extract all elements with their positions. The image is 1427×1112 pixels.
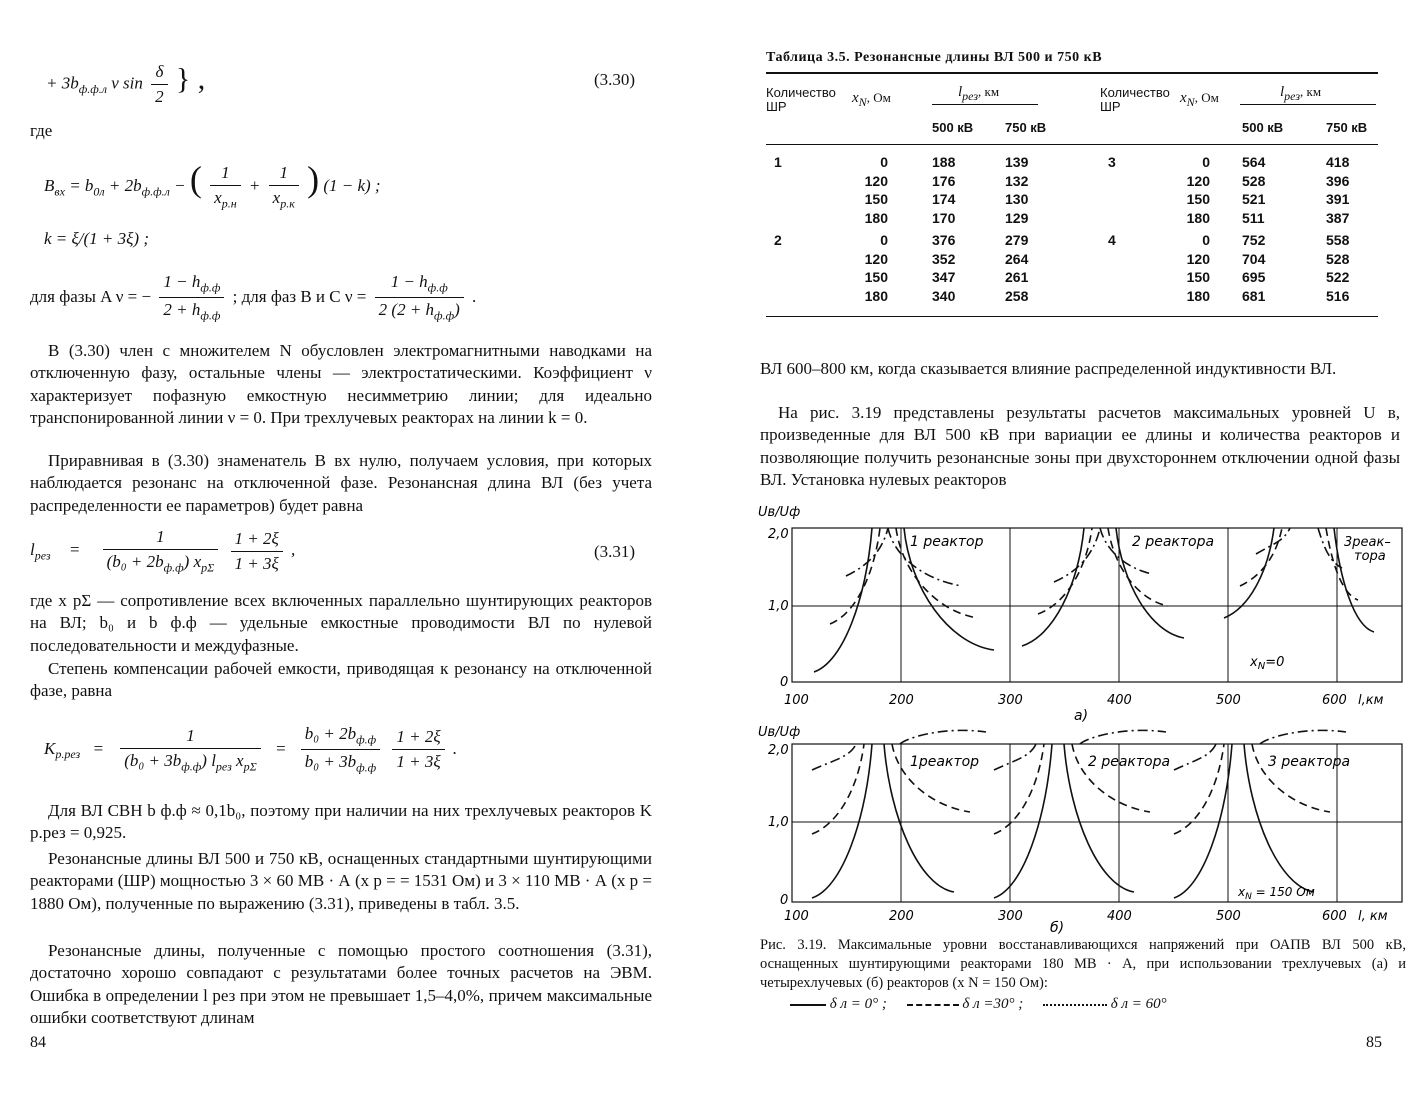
graph-a-ylabel: Uв/Uф xyxy=(758,505,801,520)
equation-bvx: $B_{вх} = b_{0л} + 2b_{ф.ф.л}$ − ( $\frac{1}{x_{р.н}}$ + $\frac{1}{x_{р.к}}$ ) (1 − k) ; xyxy=(44,159,381,211)
xtick: 500 xyxy=(1216,693,1241,708)
table-cell-v750: 522 xyxy=(1326,269,1350,285)
table-cell-v750: 391 xyxy=(1326,191,1350,207)
curve xyxy=(900,730,986,744)
equation-number: (3.31) xyxy=(594,542,636,561)
table-cell-v500: 176 xyxy=(932,172,956,189)
equation-krez: $K_{р.рез}$ = $\frac{1}{(b_0 + 3b_{ф.ф}) l_{рез} x_{p\Sigma}}$ = $\frac{b_0 + 2b_{ф.ф}}{b_0 + 3b_{ф.ф}}$ $\frac{1 + 2\xi}{1 + 3\xi}$ . xyxy=(44,724,458,775)
table-header-750: 750 кВ xyxy=(1326,120,1368,135)
table-header-lrez: $l_{рез}$, км xyxy=(1280,84,1322,103)
table-cell-v750: 129 xyxy=(1005,209,1029,226)
legend-item: δ л = 60° xyxy=(1110,996,1167,1012)
curve xyxy=(1174,744,1224,834)
table-cell-xn: 150 xyxy=(1186,191,1210,207)
table-cell-xn: 120 xyxy=(864,250,888,267)
table-title: Таблица 3.5. Резонансные длины ВЛ 500 и 750 кВ xyxy=(766,50,1103,65)
left-page xyxy=(0,0,713,1112)
table-cell-xn: 120 xyxy=(1186,172,1210,189)
paragraph: Для ВЛ СВН b ф.ф ≈ 0,1b₀, поэтому при наличии на них трехлучевых реакторов K р.рез = 0,925. xyxy=(30,801,652,843)
table-cell-v500: 511 xyxy=(1242,209,1265,226)
xtick: 400 xyxy=(1107,909,1132,924)
curve xyxy=(1022,528,1084,646)
curve-label: 2 реактора xyxy=(1132,534,1215,550)
curve-label: 1 реактор xyxy=(910,534,984,550)
table-header-500: 500 кВ xyxy=(1242,120,1284,135)
legend xyxy=(790,996,1167,1013)
equation-nu: для фазы A ν = − $\frac{1 - h_{ф.ф}}{2 + h_{ф.ф}}$ ; для фаз B и C ν = $\frac{1 - h_{ф.ф}}{2 (2 + h_{ф.ф})}$ . xyxy=(30,272,477,323)
equation-k: k = ξ/(1 + 3ξ) ; xyxy=(44,229,150,248)
table-cell-v750: 528 xyxy=(1326,250,1350,267)
table-cell-v500: 521 xyxy=(1242,191,1266,207)
table-cell-v500: 170 xyxy=(932,209,956,226)
curve xyxy=(812,744,864,834)
graph-tag: б) xyxy=(1050,920,1065,935)
table-cell-v500: 695 xyxy=(1242,269,1266,285)
table-cell-v750: 396 xyxy=(1326,172,1350,189)
table-cell-xn: 180 xyxy=(864,209,888,226)
graph-b xyxy=(754,720,1414,935)
paragraph: Резонансные длины ВЛ 500 и 750 кВ, оснащенных стандартными шунтирующими реакторами (ШР) мощностью 3 × 60 МВ · А (x р = = 1531 Ом) и 3 × 110 МВ · А (x р = 1880 Ом), полученные по выражению (3.31), приведены в табл. 3.5. xyxy=(30,849,652,913)
curve xyxy=(814,528,872,672)
legend-item: δ л =30° ; xyxy=(962,996,1024,1012)
table-cell-v750: 418 xyxy=(1326,154,1350,170)
paragraph: В (3.30) член с множителем N обусловлен электромагнитными наводками на отключенную фазу, остальные члены — электростатическими. Коэффициент ν характеризует пофазную емкостную несимметрию линии; для идеально транспонированной линии ν = 0. При трехлучевых реакторах на линии k = 0. xyxy=(30,341,652,428)
table-cell-v750: 516 xyxy=(1326,287,1350,304)
table-cell-v500: 188 xyxy=(932,154,956,170)
graph-note: $x_N=0$ xyxy=(1250,655,1285,672)
equation-number: (3.30) xyxy=(594,70,636,89)
table-cell-xn: 120 xyxy=(864,172,888,189)
table-cell-v750: 279 xyxy=(1005,232,1029,248)
curve xyxy=(994,744,1036,770)
table-header-rule xyxy=(766,144,1378,145)
ytick: 0 xyxy=(780,675,789,690)
table-header-750: 750 кВ xyxy=(1005,120,1047,135)
rule xyxy=(1240,104,1376,105)
graph-a-curves xyxy=(814,528,1374,672)
curve xyxy=(1224,528,1274,618)
table-cell-v750: 258 xyxy=(1005,287,1029,304)
equation-3-31: $l_{рез}$ = $\frac{1}{(b_0 + 2b_{ф.ф}) x_{p\Sigma}}$ $\frac{1 + 2\xi}{1 + 3\xi}$ , xyxy=(30,527,296,575)
xtick: 100 xyxy=(784,909,809,924)
table-header-lrez: $l_{рез}$, км xyxy=(958,84,1000,103)
xtick: 100 xyxy=(784,693,809,708)
table-header-xn: $x_N$, Ом xyxy=(852,90,891,109)
equation-3-30-tail: + $3b_{ф.ф.л}$ ν sin $\frac{\delta}{2}$ } , xyxy=(46,62,206,106)
page-number: 85 xyxy=(1366,1034,1382,1051)
table-cell-v750: 264 xyxy=(1005,250,1029,267)
table-cell-v500: 681 xyxy=(1242,287,1266,304)
graph-b-curves xyxy=(812,730,1346,898)
ytick: 1,0 xyxy=(768,599,789,614)
xtick: 600 xyxy=(1322,693,1347,708)
table-cell-v750: 387 xyxy=(1326,209,1350,226)
table-cell-xn: 150 xyxy=(864,191,888,207)
table-cell-xn: 150 xyxy=(864,269,888,285)
xunit: l,км xyxy=(1358,693,1384,708)
table-cell-xn: 0 xyxy=(1202,154,1210,170)
paragraph: где x pΣ — сопротивление всех включенных параллельно шунтирующих реакторов на ВЛ; b₀ и b ф.ф — удельные емкостные проводимости ВЛ по нулевой последовательности и междуфазные. xyxy=(30,591,652,655)
table-cell-xn: 180 xyxy=(1186,287,1210,304)
xtick: 500 xyxy=(1216,909,1241,924)
table-cell-v750: 261 xyxy=(1005,269,1029,285)
graph-a-frame xyxy=(792,528,1402,682)
table-cell-v500: 340 xyxy=(932,287,956,304)
legend-solid-line xyxy=(790,1004,826,1006)
table-cell-v500: 704 xyxy=(1242,250,1266,267)
curve xyxy=(1174,744,1216,770)
graph-tag: а) xyxy=(1074,708,1089,724)
table-cell-count: 4 xyxy=(1108,232,1116,248)
table-bottom-rule xyxy=(766,316,1378,317)
curve xyxy=(1054,528,1100,582)
table-cell-xn: 120 xyxy=(1186,250,1210,267)
xunit: l, км xyxy=(1358,909,1388,924)
xtick: 300 xyxy=(998,909,1023,924)
table-header-count: Количество ШР xyxy=(766,85,836,114)
curve-label: тора xyxy=(1354,549,1386,564)
table-cell-xn: 0 xyxy=(1202,232,1210,248)
table-cell-count: 3 xyxy=(1108,154,1116,170)
figure-caption: Рис. 3.19. Максимальные уровни восстанавливающихся напряжений при ОАПВ ВЛ 500 кВ, оснащенных шунтирующими реакторами 180 МВ · А, при использовании трехлучевых (а) и четырехлучевых (б) реакторов (x N = 150 Ом): xyxy=(760,937,1406,991)
ytick: 2,0 xyxy=(768,527,789,542)
curve xyxy=(830,528,880,624)
table-cell-xn: 0 xyxy=(880,232,888,248)
table-top-rule xyxy=(766,72,1378,74)
xtick: 200 xyxy=(889,693,914,708)
curve xyxy=(994,744,1052,898)
table-cell-v500: 752 xyxy=(1242,232,1266,248)
curve-label: 1реактор xyxy=(910,754,980,770)
table-cell-v750: 558 xyxy=(1326,232,1350,248)
table-header-500: 500 кВ xyxy=(932,120,974,135)
rule xyxy=(932,104,1038,105)
curve-label: 2 реактора xyxy=(1088,754,1171,770)
where-label: где xyxy=(30,121,53,140)
curve xyxy=(994,744,1044,834)
legend-dashdot-line xyxy=(1043,1004,1107,1006)
table-header-xn: $x_N$, Ом xyxy=(1180,90,1219,109)
curve xyxy=(1174,744,1232,898)
curve xyxy=(1080,730,1166,744)
paragraph: Приравнивая в (3.30) знаменатель B вх нулю, получаем условия, при которых наблюдается резонанс на отключенной фазе. Резонансная длина ВЛ (без учета распределенности ее параметров) будет равна xyxy=(30,451,652,515)
table-cell-count: 1 xyxy=(774,154,782,170)
table-cell-v500: 564 xyxy=(1242,154,1266,170)
page-number: 84 xyxy=(30,1034,46,1051)
right-page xyxy=(714,0,1427,1112)
curve-label: 3 реактора xyxy=(1268,754,1351,770)
paragraph: Степень компенсации рабочей емкости, приводящая к резонансу на отключенной фазе, равна xyxy=(30,659,652,701)
curve xyxy=(1260,730,1346,744)
curve-label: 3реак– xyxy=(1344,535,1391,550)
table-header-count: Количество ШР xyxy=(1100,85,1170,114)
table-cell-v500: 352 xyxy=(932,250,956,267)
table-cell-v750: 139 xyxy=(1005,154,1029,170)
table-cell-v750: 130 xyxy=(1005,191,1029,207)
graph-a xyxy=(754,500,1414,725)
paragraph: Резонансные длины, полученные с помощью простого соотношения (3.31), достаточно хорошо совпадают с результатами более точных расчетов на ЭВМ. Ошибка в определении l рез при этом не превышает 1,5–4,0%, причем максимальные ошибки соответствуют длинам xyxy=(30,941,652,1028)
graph-note: $x_N = 150$ Ом xyxy=(1238,885,1315,902)
table-cell-count: 2 xyxy=(774,232,782,248)
ytick: 1,0 xyxy=(768,815,789,830)
table-cell-xn: 180 xyxy=(1186,209,1210,226)
ytick: 0 xyxy=(780,893,789,908)
graph-b-ylabel: Uв/Uф xyxy=(758,725,801,740)
paragraph: На рис. 3.19 представлены результаты расчетов максимальных уровней U в, произведенные для ВЛ 500 кВ при вариации ее длины и количества реакторов и позволяющие получить резонансные зоны при двухстороннем отключении одной фазы ВЛ. Установка нулевых реакторов xyxy=(760,403,1400,490)
xtick: 300 xyxy=(998,693,1023,708)
curve xyxy=(812,744,872,898)
xtick: 600 xyxy=(1322,909,1347,924)
table-cell-xn: 180 xyxy=(864,287,888,304)
table-cell-v500: 174 xyxy=(932,191,956,207)
table-cell-v500: 528 xyxy=(1242,172,1266,189)
legend-item: δ л = 0° ; xyxy=(829,996,887,1012)
table-cell-v500: 347 xyxy=(932,269,956,285)
table-cell-v500: 376 xyxy=(932,232,956,248)
legend-dashed-line xyxy=(907,1004,959,1006)
ytick: 2,0 xyxy=(768,743,789,758)
table-cell-xn: 0 xyxy=(880,154,888,170)
table-cell-xn: 150 xyxy=(1186,269,1210,285)
paragraph: ВЛ 600–800 км, когда сказывается влияние распределенной индуктивности ВЛ. xyxy=(760,359,1337,378)
curve xyxy=(812,744,856,770)
xtick: 400 xyxy=(1107,693,1132,708)
table-cell-v750: 132 xyxy=(1005,172,1029,189)
xtick: 200 xyxy=(889,909,914,924)
